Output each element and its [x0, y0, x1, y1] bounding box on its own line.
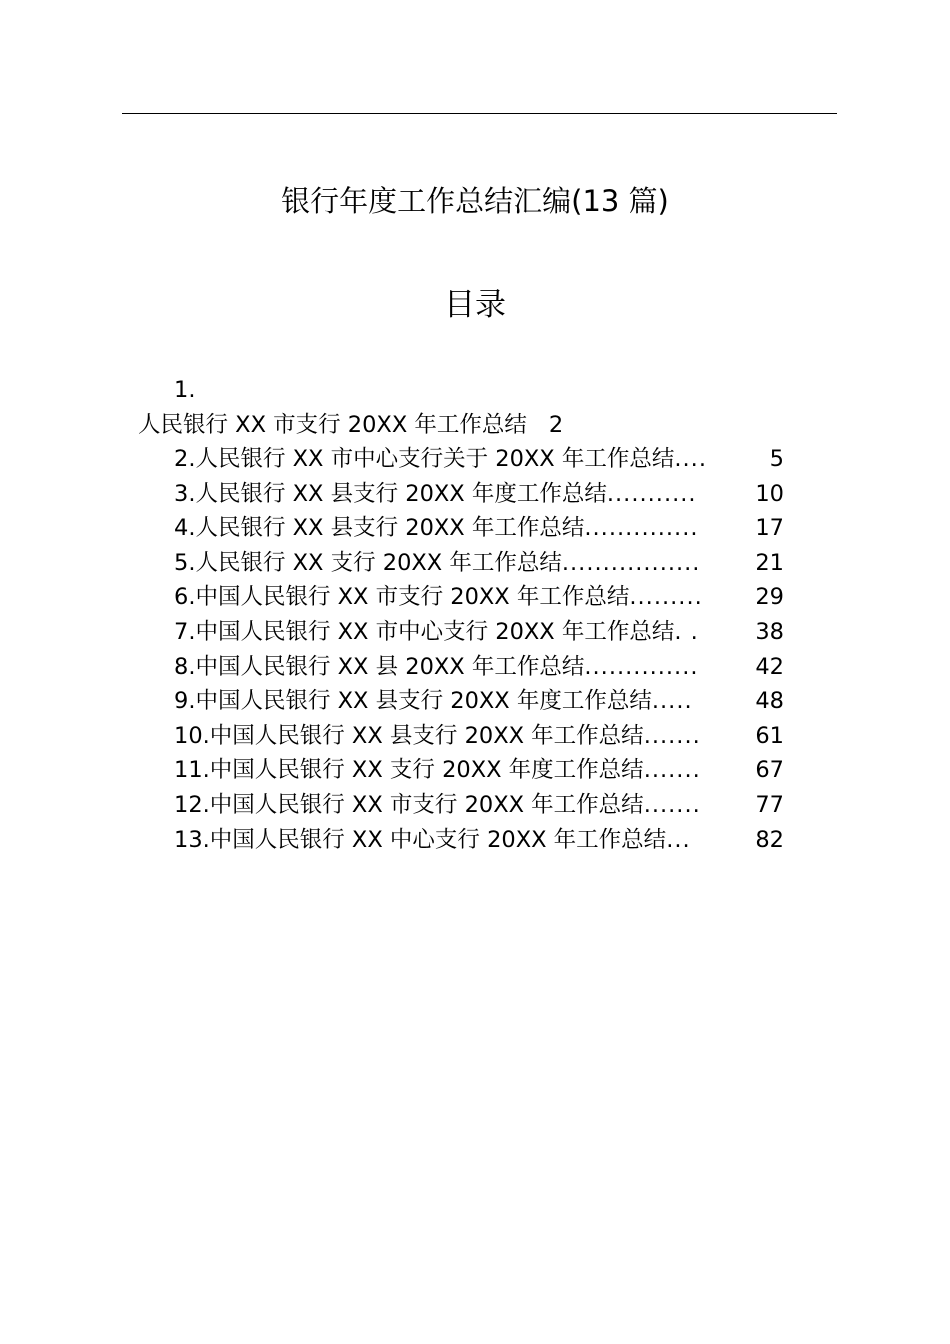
- toc-entry-page: 48: [755, 688, 784, 715]
- toc-dot-leader: .........: [629, 584, 703, 611]
- toc-entry-page: 38: [755, 618, 784, 645]
- toc-dot-leader: .................: [561, 549, 701, 576]
- toc-dot-leader: .......: [643, 722, 701, 749]
- toc-entry-12[interactable]: [174, 788, 784, 823]
- toc-dot-leader: .....: [651, 688, 693, 715]
- toc-entry-5[interactable]: [174, 546, 784, 581]
- toc-dot-leader: ....: [674, 446, 707, 472]
- toc-entry-text: 8.中国人民银行 XX 县 20XX 年工作总结: [174, 653, 585, 680]
- toc-entry-page: 29: [755, 584, 784, 611]
- toc-entry-text: 2.人民银行 XX 市中心支行关于 20XX 年工作总结: [174, 446, 675, 472]
- toc-entry-text: 5.人民银行 XX 支行 20XX 年工作总结: [174, 549, 562, 576]
- toc-dot-leader: ..............: [584, 515, 699, 542]
- toc-entry-1-number[interactable]: 1.: [174, 377, 196, 403]
- toc-entry-page: 77: [755, 791, 784, 818]
- toc-entry-11[interactable]: [174, 753, 784, 788]
- toc-entry-8[interactable]: [174, 650, 784, 685]
- toc-entry-10[interactable]: [174, 719, 784, 754]
- toc-dot-leader: ...........: [606, 480, 697, 507]
- toc-entry-6[interactable]: [174, 580, 784, 615]
- toc-entry-text: 人民银行 XX 市支行 20XX 年工作总结: [138, 412, 527, 438]
- toc-entry-text: 11.中国人民银行 XX 支行 20XX 年度工作总结: [174, 757, 644, 784]
- toc-dot-leader: . .: [674, 618, 699, 645]
- toc-dot-leader: .......: [643, 791, 701, 818]
- header-rule: [122, 113, 837, 114]
- document-title: 银行年度工作总结汇编(13 篇): [281, 184, 669, 218]
- toc-entry-1[interactable]: [138, 407, 563, 443]
- toc-entry-page: 42: [755, 653, 784, 680]
- toc-entry-text: 13.中国人民银行 XX 中心支行 20XX 年工作总结: [174, 826, 667, 853]
- toc-entry-page: 17: [755, 515, 784, 542]
- toc-entry-13[interactable]: [174, 823, 784, 858]
- toc-dot-leader: .......: [643, 757, 701, 784]
- toc-entry-text: 4.人民银行 XX 县支行 20XX 年工作总结: [174, 515, 585, 542]
- toc-entry-3[interactable]: [174, 477, 784, 512]
- toc-entry-page: 5: [769, 446, 784, 472]
- toc-entry-page: 21: [755, 549, 784, 576]
- toc-entry-text: 12.中国人民银行 XX 市支行 20XX 年工作总结: [174, 791, 644, 818]
- toc-entry-page: 61: [755, 722, 784, 749]
- toc-entry-text: 7.中国人民银行 XX 市中心支行 20XX 年工作总结: [174, 618, 675, 645]
- toc-entry-text: 3.人民银行 XX 县支行 20XX 年度工作总结: [174, 480, 607, 507]
- toc-entry-text: 10.中国人民银行 XX 县支行 20XX 年工作总结: [174, 722, 644, 749]
- toc-dot-leader: ..............: [584, 653, 699, 680]
- toc-dot-leader: ...: [666, 826, 691, 853]
- toc-entry-page: 67: [755, 757, 784, 784]
- toc-entry-page: 2: [548, 412, 564, 438]
- toc-list: [174, 442, 784, 857]
- toc-entry-9[interactable]: [174, 684, 784, 719]
- toc-heading: 目录: [444, 287, 506, 323]
- toc-entry-2[interactable]: [174, 442, 784, 477]
- toc-entry-4[interactable]: [174, 511, 784, 546]
- toc-entry-text: 9.中国人民银行 XX 县支行 20XX 年度工作总结: [174, 688, 652, 715]
- toc-entry-text: 6.中国人民银行 XX 市支行 20XX 年工作总结: [174, 584, 630, 611]
- toc-entry-page: 82: [755, 826, 784, 853]
- toc-entry-page: 10: [755, 480, 784, 507]
- toc-entry-7[interactable]: [174, 615, 784, 650]
